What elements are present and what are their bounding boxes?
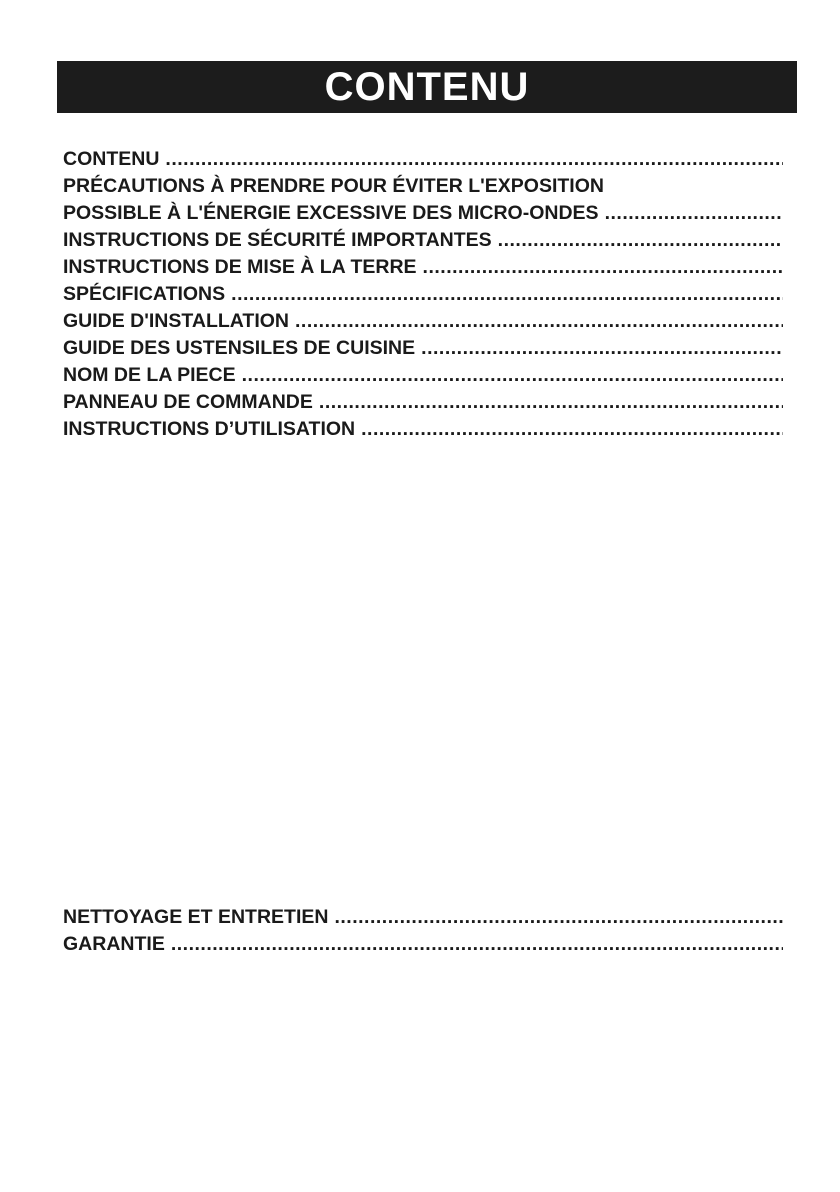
toc-entry-installation[interactable] (63, 308, 783, 335)
toc-entry-label: PRÉCAUTIONS À PRENDRE POUR ÉVITER L'EXPOSITION (63, 175, 604, 197)
toc-entry-panneau[interactable] (63, 389, 783, 416)
dot-leader (423, 254, 783, 281)
toc-entry-label: SPÉCIFICATIONS (63, 283, 226, 305)
dot-leader (295, 308, 783, 335)
toc-entry-precautions[interactable] (63, 173, 783, 200)
toc-entry-label: POSSIBLE À L'ÉNERGIE EXCESSIVE DES MICRO-ONDES (63, 202, 599, 224)
toc-entry-utilisation[interactable] (63, 416, 783, 443)
toc-entry-specifications[interactable] (63, 281, 783, 308)
dot-leader (498, 227, 783, 254)
dot-leader (605, 200, 783, 227)
table-of-contents-end (63, 904, 783, 958)
toc-entry-label: NETTOYAGE ET ENTRETIEN (63, 906, 329, 928)
dot-leader (165, 146, 783, 173)
dot-leader (334, 904, 783, 931)
toc-entry-mise-a-la-terre[interactable] (63, 254, 783, 281)
dot-leader (421, 335, 783, 362)
toc-entry-label: GUIDE DES USTENSILES DE CUISINE (63, 337, 416, 359)
toc-entry-label: GARANTIE (63, 933, 165, 955)
page-title: CONTENU (324, 65, 530, 109)
toc-entry-nom-piece[interactable] (63, 362, 783, 389)
toc-entry-label: NOM DE LA PIECE (63, 364, 236, 386)
dot-leader (361, 416, 783, 443)
toc-entry-label: INSTRUCTIONS D’UTILISATION (63, 418, 356, 440)
toc-entry-label: CONTENU (63, 148, 160, 170)
toc-entry-securite[interactable] (63, 227, 783, 254)
toc-entry-label: INSTRUCTIONS DE MISE À LA TERRE (63, 256, 417, 278)
toc-entry-label: INSTRUCTIONS DE SÉCURITÉ IMPORTANTES (63, 229, 492, 251)
toc-entry-label: GUIDE D'INSTALLATION (63, 310, 289, 332)
dot-leader (231, 281, 783, 308)
toc-entry-precautions-cont[interactable] (63, 200, 783, 227)
dot-leader (319, 389, 783, 416)
toc-entry-ustensiles[interactable] (63, 335, 783, 362)
toc-entry-label: PANNEAU DE COMMANDE (63, 391, 313, 413)
table-of-contents (63, 146, 783, 443)
dot-leader (242, 362, 783, 389)
toc-entry-garantie[interactable] (63, 931, 783, 958)
dot-leader (171, 931, 783, 958)
toc-entry-contenu[interactable] (63, 146, 783, 173)
page-title-bar (57, 61, 797, 113)
toc-entry-nettoyage[interactable] (63, 904, 783, 931)
